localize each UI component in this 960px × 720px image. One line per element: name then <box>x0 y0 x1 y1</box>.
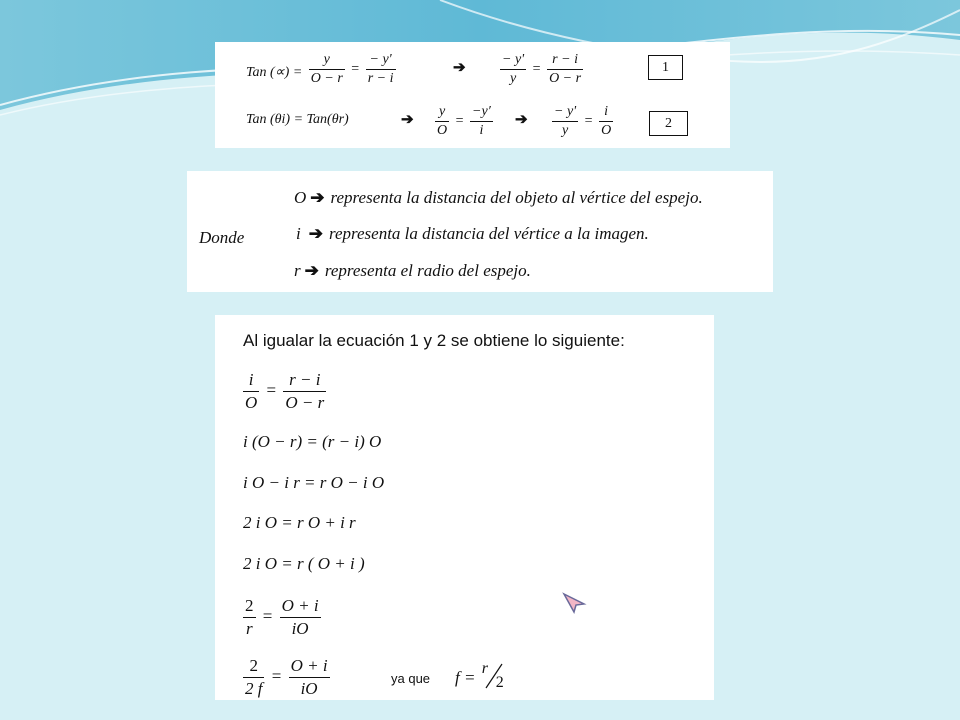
row1-result: $\frac{- y'}{y}$ = $\frac{r - i}{O - r}$ <box>502 52 582 86</box>
row2-equation <box>246 112 349 128</box>
row2-fraction-3: $\frac{- y'}{y}$ <box>554 104 577 138</box>
definition-item-r: r ➔ representa el radio del espejo. <box>294 261 531 280</box>
derivation-step-6: $\frac{2}{r}$ = $\frac{O + i}{iO}$ <box>245 596 319 638</box>
pointer-cursor-icon <box>562 592 588 614</box>
focal-definition: f = r 2 <box>455 660 504 691</box>
derivation-step-5: 2 i O = r ( O + i ) <box>243 554 365 573</box>
definition-item-i: i ➔ representa la distancia del vértice a la imagen. <box>296 224 649 243</box>
derivation-step-1: $\frac{i}{O}$ = $\frac{r - i}{O - r}$ <box>245 370 325 412</box>
arrow-icon: ➔ <box>304 261 319 280</box>
row2-result: $\frac{- y'}{y}$ = $\frac{i}{O}$ <box>554 104 612 138</box>
row1-lhs: Tan (∝) = <box>246 64 303 80</box>
row2-fraction-2: $\frac{-y'}{i}$ <box>472 104 491 138</box>
derivation-intro: Al igualar la ecuación 1 y 2 se obtiene lo siguiente: <box>243 331 625 350</box>
definitions-label: Donde <box>199 228 245 247</box>
equation-number-1: 1 <box>648 55 683 80</box>
definition-item-O: O ➔ representa la distancia del objeto al vértice del espejo. <box>294 188 703 207</box>
arrow-icon: ➔ <box>308 224 323 243</box>
derivation-step-4: 2 i O = r O + i r <box>243 513 356 532</box>
row2-arrow-icon-2: ➔ <box>515 112 528 128</box>
row1-arrow-icon: ➔ <box>453 60 466 76</box>
row1-equation: Tan (∝) = $\frac{y}{O - r}$ = $\frac{- y'}{r - i}$ <box>246 52 394 86</box>
arrow-icon: ➔ <box>310 188 325 207</box>
derivation-step-2: i (O − r) = (r − i) O <box>243 432 382 451</box>
row1-fraction-2: $\frac{- y'}{r - i}$ <box>367 52 394 86</box>
equation-number-2: 2 <box>649 111 688 136</box>
row2-fraction-1: $\frac{y}{O}$ <box>437 104 448 138</box>
ya-que-label: ya que <box>391 671 431 686</box>
derivation-step-3: i O − i r = r O − i O <box>243 473 385 492</box>
derivation-step-7: $\frac{2}{2 f}$ = $\frac{O + i}{iO}$ <box>245 656 328 698</box>
row1-fraction-4: $\frac{r - i}{O - r}$ <box>549 52 582 86</box>
row2-fraction-4: $\frac{i}{O}$ <box>601 104 612 138</box>
row1-fraction-1: $\frac{y}{O - r}$ <box>310 52 343 86</box>
row1-fraction-3: $\frac{- y'}{y}$ <box>502 52 525 86</box>
row2-lhs: Tan (θi) = Tan(θr) <box>246 112 349 127</box>
row2-middle: $\frac{y}{O}$ = $\frac{-y'}{i}$ <box>437 104 491 138</box>
row2-arrow-icon-1: ➔ <box>401 112 414 128</box>
